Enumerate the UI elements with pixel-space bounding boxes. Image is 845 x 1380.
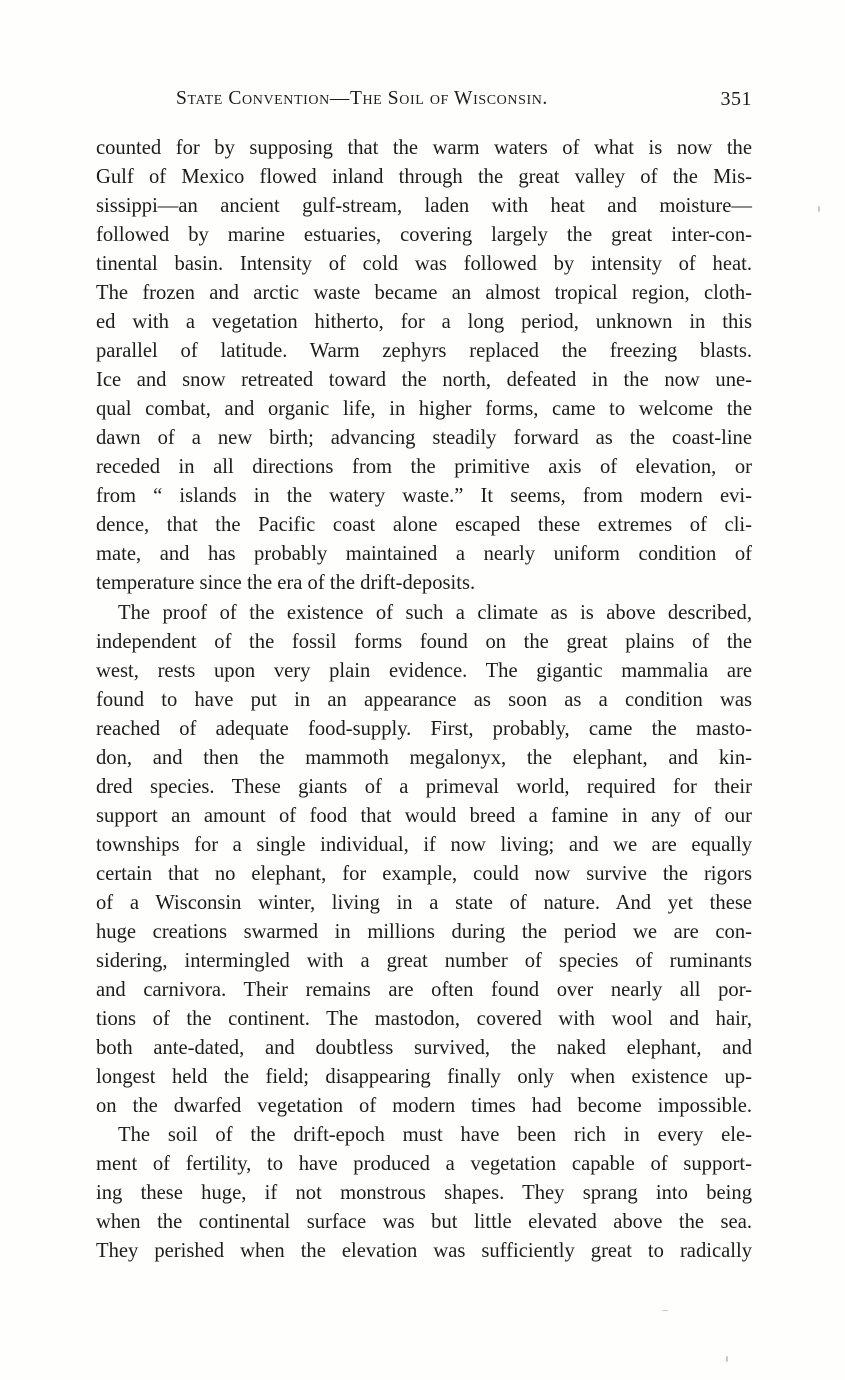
- text-line: west, rests upon very plain evidence. The gigantic mammalia are: [96, 659, 752, 682]
- text-line: The soil of the drift-epoch must have been rich in every ele-: [118, 1124, 752, 1147]
- text-line: parallel of latitude. Warm zephyrs replaced the freezing blasts.: [96, 340, 752, 363]
- text-line: don, and then the mammoth megalonyx, the elephant, and kin-: [96, 746, 752, 769]
- text-line: followed by marine estuaries, covering largely the great inter-con-: [96, 224, 752, 247]
- text-line: of a Wisconsin winter, living in a state of nature. And yet these: [96, 891, 752, 914]
- text-line: support an amount of food that would breed a famine in any of our: [96, 804, 752, 827]
- text-line: and carnivora. Their remains are often found over nearly all por-: [96, 978, 752, 1001]
- text-line: Ice and snow retreated toward the north, defeated in the now une-: [96, 369, 752, 392]
- paragraph-2: [96, 599, 752, 1122]
- text-line: counted for by supposing that the warm waters of what is now the: [96, 137, 752, 159]
- page-number: 351: [720, 88, 752, 110]
- running-head: [96, 88, 756, 118]
- text-line: huge creations swarmed in millions during the period we are con-: [96, 920, 752, 943]
- text-line: qual combat, and organic life, in higher forms, came to welcome the: [96, 398, 752, 421]
- text-line: ment of fertility, to have produced a vegetation capable of support-: [96, 1153, 752, 1176]
- text-line: sidering, intermingled with a great number of species of ruminants: [96, 949, 752, 972]
- text-line: dence, that the Pacific coast alone escaped these extremes of cli-: [96, 514, 752, 537]
- text-line: dred species. These giants of a primeval world, required for their: [96, 775, 752, 798]
- text-line: ing these huge, if not monstrous shapes. They sprang into being: [96, 1182, 752, 1205]
- text-line: longest held the field; disappearing finally only when existence up-: [96, 1066, 752, 1088]
- text-line: Gulf of Mexico flowed inland through the great valley of the Mis-: [96, 166, 752, 189]
- text-line: reached of adequate food-supply. First, probably, came the masto-: [96, 717, 752, 740]
- text-line: on the dwarfed vegetation of modern times had become impossible.: [96, 1095, 752, 1118]
- text-line: both ante-dated, and doubtless survived, the naked elephant, and: [96, 1036, 752, 1059]
- text-line: receded in all directions from the primitive axis of elevation, or: [96, 456, 752, 479]
- text-line: independent of the fossil forms found on the great plains of the: [96, 630, 752, 653]
- text-line: dawn of a new birth; advancing steadily forward as the coast-line: [96, 427, 752, 450]
- running-title: State Convention—The Soil of Wisconsin.: [176, 88, 548, 109]
- text-line: The frozen and arctic waste became an almost tropical region, cloth-: [96, 282, 752, 305]
- text-line: mate, and has probably maintained a nearly uniform condition of: [96, 543, 752, 566]
- text-line: when the continental surface was but little elevated above the sea.: [96, 1211, 752, 1234]
- body-text: [96, 134, 752, 1266]
- scan-speck: [818, 206, 820, 212]
- scan-speck: [662, 1310, 668, 1311]
- text-line: from “ islands in the watery waste.” It seems, from modern evi-: [96, 485, 752, 508]
- text-line: found to have put in an appearance as soon as a condition was: [96, 688, 752, 711]
- paragraph-3: [96, 1121, 752, 1266]
- scan-speck: [726, 1356, 728, 1362]
- text-line: townships for a single individual, if now living; and we are equally: [96, 833, 752, 856]
- text-line: sissippi—an ancient gulf-stream, laden with heat and moisture—: [96, 195, 752, 218]
- text-line: certain that no elephant, for example, could now survive the rigors: [96, 862, 752, 885]
- text-line: The proof of the existence of such a climate as is above described,: [118, 601, 752, 624]
- text-line: They perished when the elevation was sufficiently great to radically: [96, 1240, 752, 1263]
- text-line: ed with a vegetation hitherto, for a long period, unknown in this: [96, 311, 752, 334]
- paragraph-1: [96, 134, 752, 599]
- text-line: tinental basin. Intensity of cold was followed by intensity of heat.: [96, 253, 752, 276]
- text-line: temperature since the era of the drift-deposits.: [96, 572, 476, 595]
- text-line: tions of the continent. The mastodon, covered with wool and hair,: [96, 1007, 752, 1030]
